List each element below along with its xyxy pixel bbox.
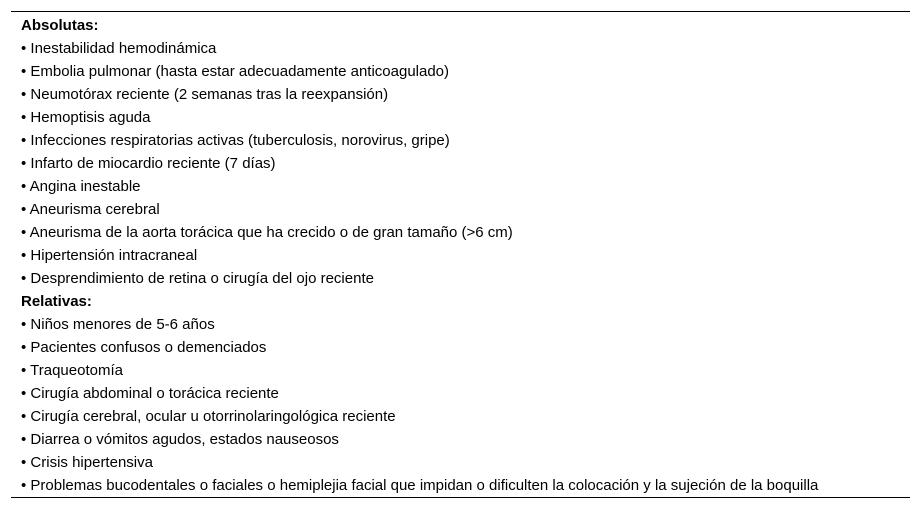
list-item: • Niños menores de 5-6 años bbox=[21, 316, 215, 333]
list-item: • Desprendimiento de retina o cirugía del ojo reciente bbox=[21, 270, 374, 287]
list-item: • Crisis hipertensiva bbox=[21, 454, 153, 471]
table-content bbox=[21, 14, 818, 497]
list-item: • Problemas bucodentales o faciales o hemiplejia facial que impidan o dificulten la colocación y la sujeción de la boquilla bbox=[21, 477, 819, 494]
section-heading-absolutas: Absolutas: bbox=[21, 17, 99, 34]
list-item: • Hipertensión intracraneal bbox=[21, 247, 198, 264]
list-item: • Embolia pulmonar (hasta estar adecuadamente anticoagulado) bbox=[21, 63, 450, 80]
list-item: • Diarrea o vómitos agudos, estados nauseosos bbox=[21, 431, 339, 448]
list-item: • Pacientes confusos o demenciados bbox=[21, 339, 267, 356]
list-item: • Hemoptisis aguda bbox=[21, 109, 151, 126]
list-item: • Cirugía cerebral, ocular u otorrinolaringológica reciente bbox=[21, 408, 396, 425]
list-item: • Inestabilidad hemodinámica bbox=[21, 40, 217, 57]
list-item: • Aneurisma de la aorta torácica que ha crecido o de gran tamaño (>6 cm) bbox=[21, 224, 513, 241]
list-item: • Infecciones respiratorias activas (tuberculosis, norovirus, gripe) bbox=[21, 132, 450, 149]
list-item: • Cirugía abdominal o torácica reciente bbox=[21, 385, 279, 402]
list-item: • Neumotórax reciente (2 semanas tras la reexpansión) bbox=[21, 86, 389, 103]
list-item: • Traqueotomía bbox=[21, 362, 123, 379]
section-heading-relativas: Relativas: bbox=[21, 293, 92, 310]
list-item: • Angina inestable bbox=[21, 178, 141, 195]
list-item: • Infarto de miocardio reciente (7 días) bbox=[21, 155, 276, 172]
contraindications-table bbox=[11, 11, 910, 498]
list-item: • Aneurisma cerebral bbox=[21, 201, 160, 218]
